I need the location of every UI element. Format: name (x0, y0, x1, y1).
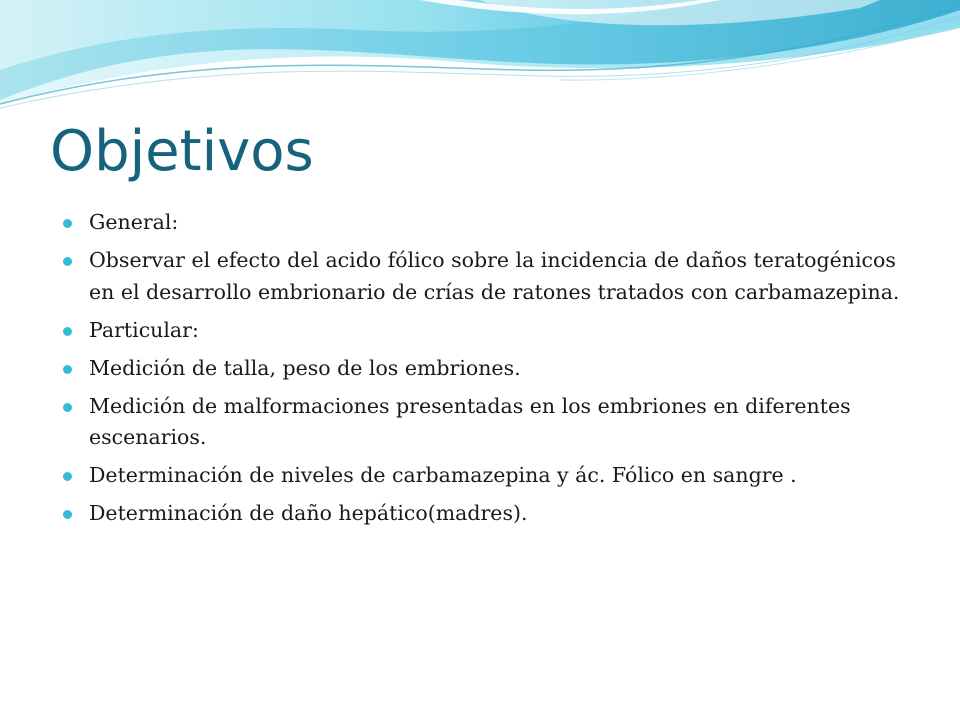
list-item-text: Particular: (89, 317, 199, 342)
list-item-text: Observar el efecto del acido fólico sobre la incidencia de daños teratogénicos en el desarrollo embrionario de crías de ratones tratados con carbamazepina. (89, 248, 900, 304)
objectives-list (62, 207, 912, 536)
list-item-text: Determinación de daño hepático(madres). (89, 501, 528, 525)
list-item (62, 315, 912, 347)
bullet-dot-icon (63, 472, 72, 481)
header-wave-decoration (0, 0, 960, 120)
bullet-dot-icon (63, 510, 72, 519)
bullet-dot-icon (63, 257, 72, 266)
list-item (62, 353, 912, 385)
bullet-dot-icon (63, 365, 72, 374)
bullet-dot-icon (63, 327, 72, 336)
list-item (62, 207, 912, 239)
list-item-text: General: (89, 210, 179, 234)
list-item (62, 245, 912, 308)
bullet-dot-icon (63, 403, 72, 412)
list-item-text: Medición de malformaciones presentadas en los embriones en diferentes escenarios. (89, 393, 851, 449)
list-item-text: Medición de talla, peso de los embriones. (89, 355, 521, 380)
list-item-text: Determinación de niveles de carbamazepina y ác. Fólico en sangre . (89, 463, 797, 487)
slide-title: Objetivos (50, 119, 314, 184)
list-item (62, 391, 912, 454)
list-item (62, 498, 912, 530)
list-item (62, 460, 912, 492)
bullet-dot-icon (63, 219, 72, 228)
